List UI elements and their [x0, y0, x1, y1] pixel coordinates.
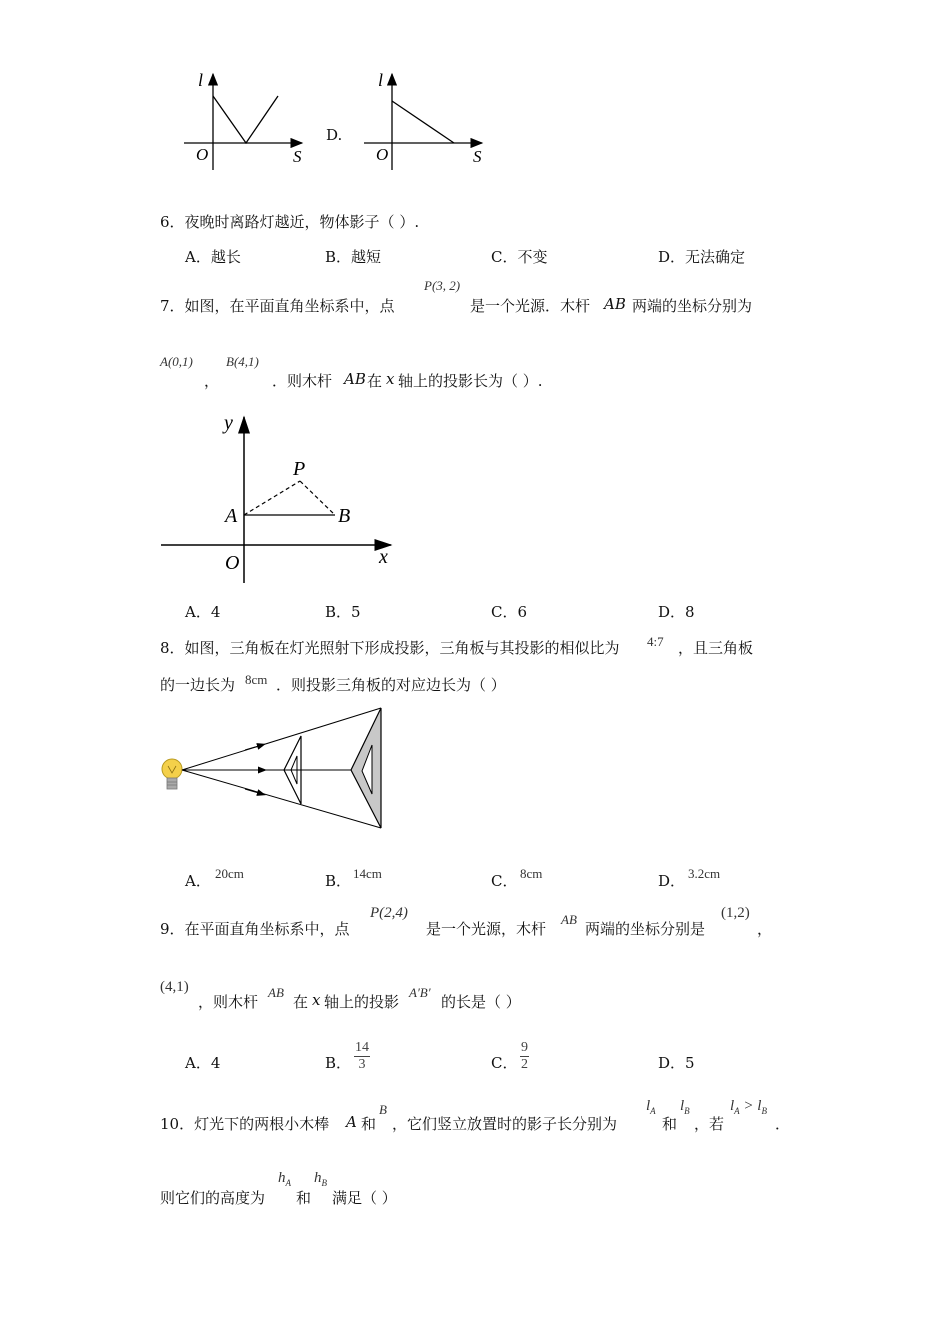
q10-stem-4: 则它们的高度为	[160, 1189, 266, 1207]
q9-stem-7: 的长是（ ）	[441, 993, 521, 1011]
q7-figure	[155, 405, 400, 590]
q9-option-c-fraction	[520, 1040, 529, 1073]
q8-figure	[155, 700, 395, 835]
q8-option-a-value: 20cm	[215, 866, 244, 881]
q7-ab-2: AB	[344, 370, 366, 388]
q7-stem-5: 在	[367, 372, 383, 390]
q9-stem-4: ，则木杆	[198, 993, 259, 1011]
q6-option-a: A．越长	[185, 248, 241, 266]
q10-lb: $l_B$	[680, 1098, 690, 1116]
q10-la: $l_A$	[646, 1098, 656, 1116]
q5-option-d-letter: D.	[326, 126, 343, 144]
q8-option-a-letter: A．	[185, 872, 211, 890]
q8-ratio: 4:7	[647, 634, 664, 649]
q7-ab: AB	[604, 295, 626, 313]
q7-option-a: A．4	[185, 603, 221, 621]
q10-a: A	[346, 1113, 357, 1131]
q9-stem-6: 轴上的投影	[324, 993, 400, 1011]
q9-option-b-fraction	[354, 1040, 370, 1073]
q9-option-a: A．4	[185, 1054, 221, 1072]
q6-option-c: C．不变	[491, 248, 548, 266]
q9-option-c-letter: C．	[491, 1054, 518, 1072]
q8-option-c-value: 8cm	[520, 866, 543, 881]
q7-stem-1: 7．如图，在平面直角坐标系中，点	[160, 297, 395, 315]
q9-ab: AB	[561, 912, 577, 927]
light-bulb-icon	[162, 759, 182, 789]
q7-stem-4: ．则木杆	[272, 372, 333, 390]
q8-option-d-value: 3.2cm	[688, 866, 721, 881]
q9-option-b-denominator: 3	[358, 1057, 366, 1072]
q10-and-3: 和	[296, 1189, 312, 1207]
q6-option-d: D．无法确定	[658, 248, 746, 266]
q8-stem-4: ．则投影三角板的对应边长为（ ）	[276, 676, 506, 694]
q6-stem: 6．夜晚时离路灯越近，物体影子（ ）.	[160, 213, 420, 231]
q10-ha: $h_A$	[278, 1170, 291, 1188]
q10-period: ．	[775, 1115, 791, 1133]
q10-stem-5: 满足（ ）	[332, 1189, 397, 1207]
q7-option-c: C．6	[491, 603, 528, 621]
q9-stem-3: 两端的坐标分别是	[585, 920, 706, 938]
q9-option-c-numerator: 9	[521, 1040, 528, 1055]
q7-comma: ，	[204, 372, 220, 390]
q9-comma: ，	[757, 920, 773, 938]
q6-option-b: B．越短	[325, 248, 382, 266]
dashed-pb	[300, 481, 335, 515]
q9-option-b-numerator: 14	[355, 1040, 369, 1055]
x-label: S	[293, 147, 302, 166]
q9-ab-2: AB	[268, 985, 284, 1000]
q8-length: 8cm	[245, 672, 268, 687]
q10-comparison: $l_A > l_B$	[730, 1098, 767, 1116]
q10-and-1: 和	[361, 1115, 377, 1133]
y-label: l	[198, 70, 204, 90]
q8-stem-2: ，且三角板	[678, 639, 754, 657]
q7-stem-2: 是一个光源．木杆	[470, 297, 591, 315]
q8-option-c-letter: C．	[491, 872, 518, 890]
ray-top	[182, 708, 381, 770]
q9-coord-2: (4,1)	[160, 979, 189, 995]
q8-stem-1: 8．如图，三角板在灯光照射下形成投影，三角板与其投影的相似比为	[160, 639, 620, 657]
q9-option-b-letter: B．	[325, 1054, 352, 1072]
q7-point-a: A(0,1)	[160, 354, 193, 369]
ray-bottom	[182, 770, 381, 828]
q5-graph-d	[360, 68, 490, 173]
q9-point-p: P(2,4)	[370, 905, 408, 921]
q10-hb: $h_B$	[314, 1170, 327, 1188]
q9-stem-5: 在	[293, 993, 309, 1011]
q10-stem-1: 10．灯光下的两根小木棒	[160, 1115, 330, 1133]
q10-stem-3: ，若	[694, 1115, 725, 1133]
q9-coord-1: (1,2)	[721, 905, 750, 921]
v-curve	[213, 96, 278, 143]
q9-stem-1: 9．在平面直角坐标系中，点	[160, 920, 350, 938]
b-label: B	[338, 505, 351, 527]
dashed-ap	[244, 481, 300, 515]
q9-projection: A′B′	[409, 985, 431, 1000]
q9-x: x	[312, 991, 321, 1009]
q8-option-b-value: 14cm	[353, 866, 382, 881]
q10-stem-2: ，它们竖立放置时的影子长分别为	[392, 1115, 618, 1133]
q7-point-b: B(4,1)	[226, 354, 259, 369]
p-label: P	[293, 458, 306, 480]
q7-option-b: B．5	[325, 603, 361, 621]
q7-x: x	[386, 370, 395, 388]
a-label: A	[225, 505, 238, 527]
q7-stem-6: 轴上的投影长为（ ）.	[398, 372, 543, 390]
q10-and-2: 和	[662, 1115, 678, 1133]
q9-option-d: D．5	[658, 1054, 695, 1072]
origin-label: O	[196, 145, 209, 164]
origin-label: O	[376, 145, 389, 164]
q5-graph-c	[180, 68, 310, 173]
q9-option-c-denominator: 2	[521, 1057, 528, 1072]
q9-stem-2: 是一个光源，木杆	[426, 920, 547, 938]
q10-b: B	[379, 1102, 387, 1117]
origin-label: O	[225, 552, 240, 574]
line-decreasing	[392, 101, 454, 143]
q8-option-b-letter: B．	[325, 872, 352, 890]
q7-point-p: P(3, 2)	[424, 278, 461, 293]
x-label: S	[473, 147, 482, 166]
q8-option-d-letter: D．	[658, 872, 686, 890]
q7-option-d: D．8	[658, 603, 695, 621]
q8-stem-3: 的一边长为	[160, 676, 236, 694]
y-label: y	[224, 412, 233, 434]
q7-stem-3: 两端的坐标分别为	[632, 297, 753, 315]
y-label: l	[378, 70, 384, 90]
x-label: x	[379, 546, 388, 568]
